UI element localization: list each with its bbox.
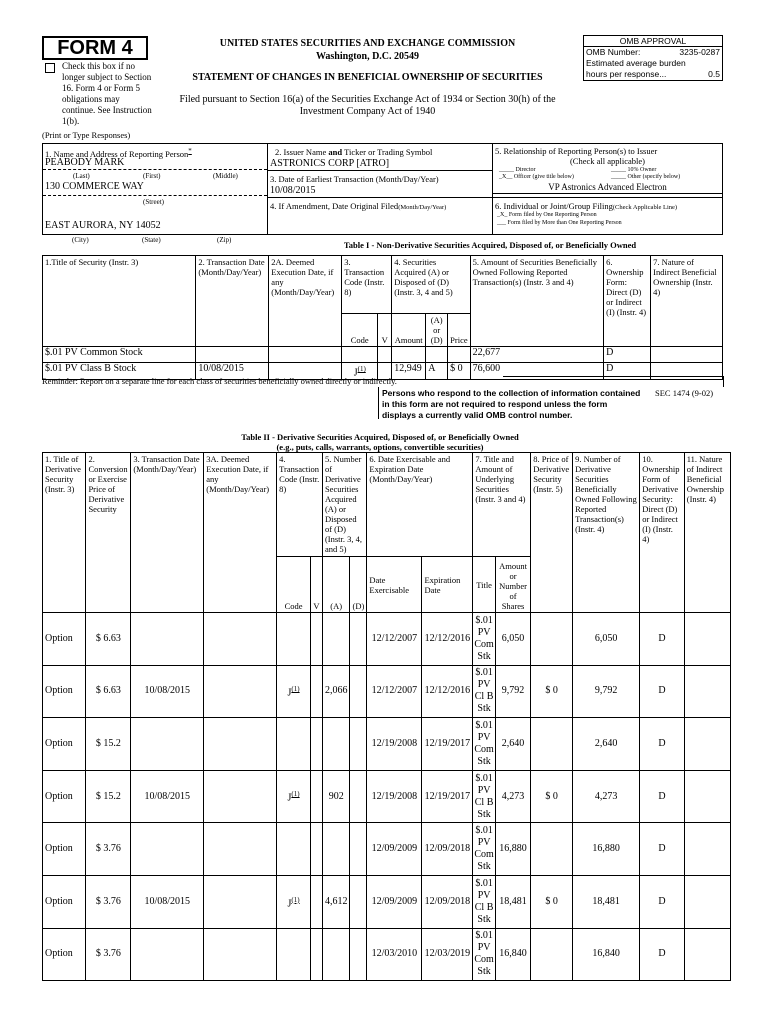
t2-conv-price: $ 3.76 xyxy=(86,928,131,981)
agency-city: Washington, D.C. 20549 xyxy=(315,51,420,62)
t2-date: 10/08/2015 xyxy=(131,875,204,928)
box2-label: 2. Issuer Name xyxy=(275,147,327,157)
t2-nature xyxy=(684,823,730,876)
t2-date xyxy=(131,718,204,771)
t1-nature xyxy=(651,347,723,363)
t1-h5: 5. Amount of Securities Beneficially Owned Following Reported Transaction(s) (Instr. 3 and 4) xyxy=(470,256,604,347)
t2-h8: 8. Price of Derivative Security (Instr. 5) xyxy=(531,453,573,613)
officer-title: VP Astronics Advanced Electron xyxy=(493,182,722,194)
t2-sub-d: (D) xyxy=(350,557,367,613)
persons-notice: Persons who respond to the collection of information contained in this form are not required to respond unless the form displays a currently valid OMB control number. xyxy=(382,388,641,420)
t2-expiration: 12/19/2017 xyxy=(422,770,473,823)
box3-value: 10/08/2015 xyxy=(270,185,316,196)
box6-opt1: _X_ Form filed by One Reporting Person xyxy=(497,212,597,218)
t2-d xyxy=(350,770,367,823)
t2-date: 10/08/2015 xyxy=(131,770,204,823)
t2-title: Option xyxy=(43,665,86,718)
box4-label: 4. If Amendment, Date Original Filed xyxy=(270,201,399,211)
t2-h1: 1. Title of Derivative Security (Instr. 3) xyxy=(43,453,86,613)
t2-deemed xyxy=(204,718,277,771)
t2-form: D xyxy=(640,718,685,771)
t2-conv-price: $ 15.2 xyxy=(86,718,131,771)
t1-h2a: 2A. Deemed Execution Date, if any (Month/Day/Year) xyxy=(269,256,342,347)
t2-h3a: 3A. Deemed Execution Date, if any (Month/Day/Year) xyxy=(204,453,277,613)
t2-code-cell xyxy=(277,718,311,771)
t2-form: D xyxy=(640,823,685,876)
t2-form: D xyxy=(640,770,685,823)
box1-label: 1. Name and Address of Reporting Person xyxy=(45,148,189,159)
t2-form: D xyxy=(640,613,685,666)
t2-v xyxy=(310,875,322,928)
t1-title: $.01 PV Class B Stock xyxy=(43,363,196,380)
t2-code-cell xyxy=(277,928,311,981)
t2-nature xyxy=(684,665,730,718)
t2-underlying-title: $.01 PV Com Stk xyxy=(473,928,495,981)
table1 xyxy=(42,255,723,380)
statement-title: STATEMENT OF CHANGES IN BENEFICIAL OWNERSHIP OF SECURITIES xyxy=(192,72,543,83)
t2-sub-amount: Amount or Number of Shares xyxy=(495,557,530,613)
t2-underlying-title: $.01 PV Com Stk xyxy=(473,613,495,666)
t2-exercisable: 12/19/2008 xyxy=(367,718,422,771)
t2-exercisable: 12/09/2009 xyxy=(367,875,422,928)
t2-h11: 11. Nature of Indirect Beneficial Ownership (Instr. 4) xyxy=(684,453,730,613)
filed-pursuant: Filed pursuant to Section 16(a) of the Securities Exchange Act of 1934 or Section 30(h) of the Investment Company Act of 1940 xyxy=(179,94,556,117)
form-title: FORM 4 xyxy=(57,37,133,59)
middle-label: (Middle) xyxy=(213,172,238,180)
omb-hours: 0.5 xyxy=(708,69,720,79)
t2-code: J xyxy=(287,687,292,699)
t2-nature xyxy=(684,718,730,771)
box5-label: 5. Relationship of Reporting Person(s) to Issuer xyxy=(495,146,658,156)
reporter-name: PEABODY MARK xyxy=(45,157,125,168)
t2-owned: 16,880 xyxy=(573,823,640,876)
t2-nature xyxy=(684,770,730,823)
t2-deemed xyxy=(204,770,277,823)
t1-h2: 2. Transaction Date (Month/Day/Year) xyxy=(196,256,269,347)
t1-h1: 1.Title of Security (Instr. 3) xyxy=(43,256,196,347)
t1-amount xyxy=(392,347,426,363)
t2-exercisable: 12/03/2010 xyxy=(367,928,422,981)
reporting-box-2 xyxy=(267,143,493,171)
table-row xyxy=(43,823,731,876)
footnote-link[interactable]: (1) xyxy=(357,365,366,373)
t2-nature xyxy=(684,613,730,666)
t1-sub-aord: (A) or (D) xyxy=(426,314,448,347)
t2-owned: 18,481 xyxy=(573,875,640,928)
t1-date xyxy=(196,347,269,363)
t2-expiration: 12/09/2018 xyxy=(422,875,473,928)
footnote-link[interactable]: (1) xyxy=(291,895,300,904)
t1-date: 10/08/2015 xyxy=(196,363,269,380)
t2-h10: 10. Ownership Form of Derivative Security: Direct (D) or Indirect (I) (Instr. 4) xyxy=(640,453,685,613)
reporting-box-1 xyxy=(42,143,268,235)
t2-h6: 6. Date Exercisable and Expiration Date (Month/Day/Year) xyxy=(367,453,473,557)
table2-subtitle: (e.g., puts, calls, warrants, options, convertible securities) xyxy=(276,442,484,452)
t2-h3: 3. Transaction Date (Month/Day/Year) xyxy=(131,453,204,613)
t2-code-cell xyxy=(277,875,311,928)
t2-deemed xyxy=(204,875,277,928)
t2-exercisable: 12/12/2007 xyxy=(367,613,422,666)
t2-d xyxy=(350,613,367,666)
t2-date xyxy=(131,928,204,981)
table-row xyxy=(43,347,723,363)
t2-sub-v: V xyxy=(310,557,322,613)
t2-deriv-price: $ 0 xyxy=(531,875,573,928)
t2-v xyxy=(310,613,322,666)
t2-v xyxy=(310,770,322,823)
t2-expiration: 12/09/2018 xyxy=(422,823,473,876)
t2-owned: 4,273 xyxy=(573,770,640,823)
t2-nature xyxy=(684,928,730,981)
omb-hours-label: hours per response... xyxy=(586,69,667,79)
t1-owned: 76,600 xyxy=(470,363,604,380)
t2-a: 4,612 xyxy=(322,875,350,928)
t2-deriv-price: $ 0 xyxy=(531,770,573,823)
t1-h4: 4. Securities Acquired (A) or Disposed of (D) (Instr. 3, 4 and 5) xyxy=(392,256,470,314)
t2-underlying-title: $.01 PV Com Stk xyxy=(473,718,495,771)
t2-underlying-amount: 2,640 xyxy=(495,718,530,771)
ten-pct-option: _____ 10% Owner xyxy=(611,167,657,173)
t2-form: D xyxy=(640,875,685,928)
t1-price xyxy=(448,347,470,363)
t2-v xyxy=(310,928,322,981)
table-row xyxy=(43,665,731,718)
t2-underlying-amount: 16,880 xyxy=(495,823,530,876)
t2-nature xyxy=(684,875,730,928)
agency-name: UNITED STATES SECURITIES AND EXCHANGE COMMISSION xyxy=(219,38,516,49)
t2-underlying-amount: 4,273 xyxy=(495,770,530,823)
omb-burden-label: Estimated average burden xyxy=(586,58,686,68)
t2-a xyxy=(322,928,350,981)
t2-underlying-amount: 18,481 xyxy=(495,875,530,928)
t2-deriv-price xyxy=(531,823,573,876)
last-label: (Last) xyxy=(73,172,90,180)
reporting-box-5 xyxy=(492,143,723,198)
box3-label: 3. Date of Earliest Transaction (Month/Day/Year) xyxy=(270,174,439,184)
table2-body xyxy=(43,613,731,981)
table2-title: Table II - Derivative Securities Acquired, Disposed of, or Beneficially Owned xyxy=(241,432,519,442)
t2-a xyxy=(322,718,350,771)
omb-title: OMB APPROVAL xyxy=(584,36,722,47)
box6-label: 6. Individual or Joint/Group Filing xyxy=(495,201,613,211)
t2-title: Option xyxy=(43,823,86,876)
table-row xyxy=(43,928,731,981)
t2-sub-code: Code xyxy=(277,557,311,613)
checkbox-text: Check this box if no longer subject to Section 16. Form 4 or Form 5 obligations may continue. See Instruction 1(b). xyxy=(62,61,152,126)
t2-d xyxy=(350,718,367,771)
t1-sub-price: Price xyxy=(448,314,470,347)
t2-v xyxy=(310,823,322,876)
t1-aord xyxy=(426,347,448,363)
t2-expiration: 12/03/2019 xyxy=(422,928,473,981)
t1-amount: 12,949 xyxy=(392,363,426,380)
t2-underlying-amount: 9,792 xyxy=(495,665,530,718)
t2-code: J xyxy=(287,792,292,804)
reminder-text: Reminder: Report on a separate line for each class of securities beneficially owned directly or indirectly. xyxy=(42,376,397,386)
t2-deriv-price: $ 0 xyxy=(531,665,573,718)
t1-sub-code: Code xyxy=(342,314,378,347)
box6-small: (Check Applicable Line) xyxy=(612,204,678,211)
box2-label-ticker: Ticker or Trading Symbol xyxy=(344,147,433,157)
t2-underlying-amount: 6,050 xyxy=(495,613,530,666)
street-label: (Street) xyxy=(143,198,164,206)
t2-underlying-title: $.01 PV Cl B Stk xyxy=(473,665,495,718)
t2-underlying-amount: 16,840 xyxy=(495,928,530,981)
footnote-link[interactable]: (1) xyxy=(291,685,300,694)
t2-conv-price: $ 6.63 xyxy=(86,613,131,666)
t2-sub-exercisable: Date Exercisable xyxy=(367,557,422,613)
t2-deemed xyxy=(204,928,277,981)
t2-h5: 5. Number of Derivative Securities Acquired (A) or Disposed of (D) (Instr. 3, 4, and 5) xyxy=(322,453,366,557)
t2-form: D xyxy=(640,665,685,718)
t2-code: J xyxy=(287,897,292,909)
t2-d xyxy=(350,875,367,928)
t1-h3: 3. Transaction Code (Instr. 8) xyxy=(342,256,392,314)
t2-expiration: 12/12/2016 xyxy=(422,665,473,718)
t2-deemed xyxy=(204,665,277,718)
t1-v xyxy=(378,347,392,363)
omb-number-label: OMB Number: xyxy=(586,47,641,57)
t2-sub-expiration: Expiration Date xyxy=(422,557,473,613)
t1-sub-amount: Amount xyxy=(392,314,426,347)
officer-option: _X__ Officer (give title below) xyxy=(499,174,574,180)
t2-deriv-price xyxy=(531,718,573,771)
city-label: (City) xyxy=(72,236,89,244)
t2-conv-price: $ 15.2 xyxy=(86,770,131,823)
table-row xyxy=(43,613,731,666)
t2-code-cell xyxy=(277,770,311,823)
footnote-link[interactable]: (1) xyxy=(291,790,300,799)
t2-underlying-title: $.01 PV Cl B Stk xyxy=(473,875,495,928)
t2-owned: 6,050 xyxy=(573,613,640,666)
state-label: (State) xyxy=(142,236,161,244)
t1-h7: 7. Nature of Indirect Beneficial Ownership (Instr. 4) xyxy=(651,256,723,347)
t2-exercisable: 12/12/2007 xyxy=(367,665,422,718)
print-type: (Print or Type Responses) xyxy=(42,130,131,140)
t2-d xyxy=(350,928,367,981)
t2-v xyxy=(310,718,322,771)
sec-number: SEC 1474 (9-02) xyxy=(655,388,714,398)
t2-exercisable: 12/09/2009 xyxy=(367,823,422,876)
t2-a xyxy=(322,613,350,666)
t2-sub-title: Title xyxy=(473,557,495,613)
street-value: 130 COMMERCE WAY xyxy=(45,181,144,192)
t2-exercisable: 12/19/2008 xyxy=(367,770,422,823)
omb-approval-box xyxy=(583,35,723,81)
t2-d xyxy=(350,823,367,876)
t2-code-cell xyxy=(277,665,311,718)
t1-owned: 22,677 xyxy=(470,347,604,363)
table1-title: Table I - Non-Derivative Securities Acquired, Disposed of, or Beneficially Owned xyxy=(343,240,637,250)
t1-deemed xyxy=(269,347,342,363)
issuer-name: ASTRONICS CORP [ATRO] xyxy=(270,158,390,169)
t2-expiration: 12/12/2016 xyxy=(422,613,473,666)
city-value: EAST AURORA, NY 14052 xyxy=(45,220,161,231)
t1-title: $.01 PV Common Stock xyxy=(43,347,196,363)
t2-a: 2,066 xyxy=(322,665,350,718)
t2-underlying-title: $.01 PV Com Stk xyxy=(473,823,495,876)
first-label: (First) xyxy=(143,172,161,180)
t2-sub-a: (A) xyxy=(322,557,350,613)
t2-title: Option xyxy=(43,875,86,928)
t2-h2: 2. Conversion or Exercise Price of Derivative Security xyxy=(86,453,131,613)
director-option: _____ Director xyxy=(499,167,536,173)
t1-h6: 6. Ownership Form: Direct (D) or Indirect (I) (Instr. 4) xyxy=(604,256,651,347)
t2-title: Option xyxy=(43,770,86,823)
t1-form: D xyxy=(604,363,651,380)
table2 xyxy=(42,452,731,981)
t2-title: Option xyxy=(43,613,86,666)
t2-deemed xyxy=(204,613,277,666)
box2-label-and: and xyxy=(328,147,343,157)
t2-h7: 7. Title and Amount of Underlying Securities (Instr. 3 and 4) xyxy=(473,453,531,557)
table-row xyxy=(43,718,731,771)
t2-v xyxy=(310,665,322,718)
omb-number: 3235-0287 xyxy=(679,47,720,57)
box5-sub: (Check all applicable) xyxy=(569,156,646,166)
t2-deriv-price xyxy=(531,613,573,666)
t2-conv-price: $ 6.63 xyxy=(86,665,131,718)
t2-h4: 4. Transaction Code (Instr. 8) xyxy=(277,453,323,557)
other-option: _____ Other (specify below) xyxy=(611,174,681,180)
reporting-box-6 xyxy=(492,197,723,235)
reporting-box-4 xyxy=(267,197,493,235)
no-longer-subject-checkbox[interactable] xyxy=(45,63,55,73)
t1-form: D xyxy=(604,347,651,363)
zip-label: (Zip) xyxy=(217,236,232,244)
t2-deemed xyxy=(204,823,277,876)
table-row xyxy=(43,875,731,928)
reporting-box-3 xyxy=(267,170,493,198)
t2-title: Option xyxy=(43,928,86,981)
t2-expiration: 12/19/2017 xyxy=(422,718,473,771)
t2-h9: 9. Number of Derivative Securities Beneficially Owned Following Reported Transaction(s) (Instr. 4) xyxy=(573,453,640,613)
t2-form: D xyxy=(640,928,685,981)
t1-aord: A xyxy=(426,363,448,380)
t2-date: 10/08/2015 xyxy=(131,665,204,718)
t2-owned: 9,792 xyxy=(573,665,640,718)
t1-price: $ 0 xyxy=(448,363,470,380)
t2-date xyxy=(131,823,204,876)
table-row xyxy=(43,770,731,823)
t2-a: 902 xyxy=(322,770,350,823)
box6-opt2: ___ Form filed by More than One Reporting Person xyxy=(497,220,622,226)
t2-code-cell xyxy=(277,823,311,876)
t2-underlying-title: $.01 PV Cl B Stk xyxy=(473,770,495,823)
t1-sub-v: V xyxy=(378,314,392,347)
t2-a xyxy=(322,823,350,876)
box4-small: (Month/Day/Year) xyxy=(398,204,447,211)
t1-code: J xyxy=(353,367,358,379)
form-title-box xyxy=(42,36,148,60)
t2-date xyxy=(131,613,204,666)
t2-conv-price: $ 3.76 xyxy=(86,823,131,876)
t2-conv-price: $ 3.76 xyxy=(86,875,131,928)
t2-owned: 16,840 xyxy=(573,928,640,981)
box1-star: * xyxy=(188,147,192,155)
t2-d xyxy=(350,665,367,718)
t2-code-cell xyxy=(277,613,311,666)
t2-owned: 2,640 xyxy=(573,718,640,771)
t2-title: Option xyxy=(43,718,86,771)
t2-deriv-price xyxy=(531,928,573,981)
